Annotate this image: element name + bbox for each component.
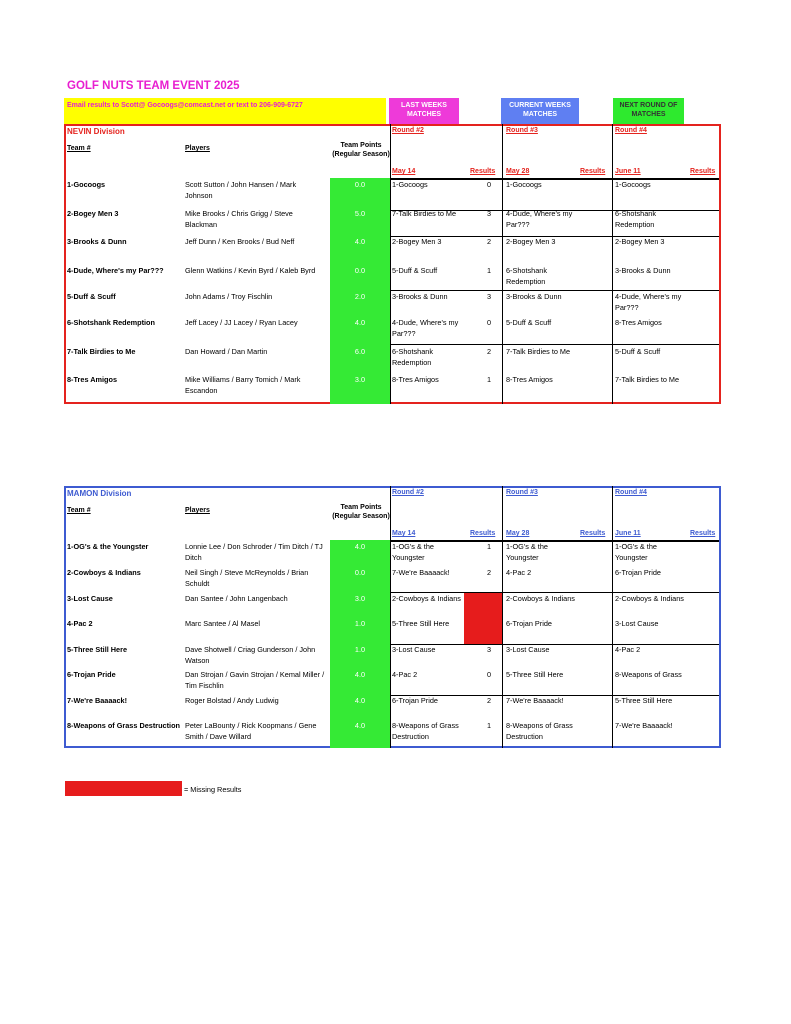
players: Dan Strojan / Gavin Strojan / Kemal Miller / Tim Fischlin (185, 670, 325, 690)
current-match: 2-Bogey Men 3 (506, 237, 556, 246)
players-column-header: Players (185, 145, 210, 152)
team-name: 4-Pac 2 (67, 619, 93, 628)
next-match: 6-Trojan Pride (615, 568, 661, 577)
divider (612, 124, 613, 404)
current-match: 1-OG's & the Youngster (506, 542, 548, 562)
round-2-results-label: Results (470, 168, 496, 175)
last-match: 1-OG's & the Youngster (392, 542, 434, 562)
round-2-label: Round #2 (392, 489, 424, 496)
last-match: 3-Brooks & Dunn (392, 292, 448, 301)
last-match: 6-Trojan Pride (392, 696, 438, 705)
current-match: 5-Duff & Scuff (506, 318, 552, 327)
round-4-date: June 11 (615, 168, 641, 175)
players: Jeff Dunn / Ken Brooks / Bud Neff (185, 237, 295, 246)
players: Jeff Lacey / JJ Lacey / Ryan Lacey (185, 318, 298, 327)
players: John Adams / Troy Fischlin (185, 292, 273, 301)
divider (390, 290, 719, 291)
players: Dave Shotwell / Criag Gunderson / John Watson (185, 645, 316, 665)
team-points: 4.0 (354, 318, 366, 327)
round-3-results-label: Results (580, 168, 606, 175)
team-points: 5.0 (354, 209, 366, 218)
players: Roger Bolstad / Andy Ludwig (185, 696, 279, 705)
team-name: 8-Tres Amigos (67, 375, 118, 384)
team-points: 4.0 (354, 670, 366, 679)
players: Neil Singh / Steve McReynolds / Brian Schuldt (185, 568, 309, 588)
mamon-division-table (64, 486, 721, 748)
players-column-header: Players (185, 507, 210, 514)
team-name: 3-Brooks & Dunn (67, 237, 127, 246)
next-match: 4-Dude, Where's my Par??? (615, 292, 682, 312)
team-name: 4-Dude, Where's my Par??? (67, 266, 164, 275)
round-3-label: Round #3 (506, 127, 538, 134)
match-result: 0 (486, 670, 492, 679)
current-match: 3-Brooks & Dunn (506, 292, 562, 301)
last-match: 8-Weapons of Grass Destruction (392, 721, 459, 741)
next-match: 2-Cowboys & Indians (615, 594, 684, 603)
team-points: 4.0 (354, 721, 366, 730)
last-match: 4-Pac 2 (392, 670, 418, 679)
round-2-date: May 14 (392, 168, 416, 175)
current-match: 5-Three Still Here (506, 670, 564, 679)
missing-result-marker (464, 592, 502, 644)
next-match: 6-Shotshank Redemption (615, 209, 656, 229)
team-name: 1-OG's & the Youngster (67, 542, 149, 551)
round-2-label: Round #2 (392, 127, 424, 134)
round-3-date: May 28 (506, 530, 530, 537)
next-match: 3-Brooks & Dunn (615, 266, 671, 275)
team-points: 0.0 (354, 568, 366, 577)
match-result: 1 (486, 721, 492, 730)
next-match: 7-We're Baaaack! (615, 721, 673, 730)
current-match: 6-Trojan Pride (506, 619, 552, 628)
match-result: 1 (486, 266, 492, 275)
team-name: 2-Bogey Men 3 (67, 209, 119, 218)
current-match: 7-Talk Birdies to Me (506, 347, 571, 356)
email-note: Email results to Scott@ Gocoogs@comcast.net or text to 206-909-6727 (64, 98, 386, 124)
players: Scott Sutton / John Hansen / Mark Johnson (185, 180, 297, 200)
team-points: 3.0 (354, 375, 366, 384)
current-match: 7-We're Baaaack! (506, 696, 564, 705)
round-3-results-label: Results (580, 530, 606, 537)
next-match: 5-Three Still Here (615, 696, 673, 705)
next-match: 3-Lost Cause (615, 619, 659, 628)
divider (502, 124, 503, 404)
divider (390, 344, 719, 345)
team-column-header: Team # (67, 145, 91, 152)
last-weeks-header: LAST WEEKS MATCHES (389, 98, 459, 124)
team-points: 2.0 (354, 292, 366, 301)
last-match: 5-Duff & Scuff (392, 266, 438, 275)
round-4-results-label: Results (690, 168, 716, 175)
current-match: 2-Cowboys & Indians (506, 594, 575, 603)
current-match: 6-Shotshank Redemption (506, 266, 547, 286)
team-points: 4.0 (354, 237, 366, 246)
division-name: MAMON Division (67, 489, 132, 498)
round-3-label: Round #3 (506, 489, 538, 496)
last-match: 5-Three Still Here (392, 619, 450, 628)
team-points: 4.0 (354, 696, 366, 705)
players: Mike Brooks / Chris Grigg / Steve Blackman (185, 209, 293, 229)
match-result: 2 (486, 347, 492, 356)
divider (390, 124, 391, 404)
team-name: 3-Lost Cause (67, 594, 113, 603)
team-points: 1.0 (354, 619, 366, 628)
current-match: 8-Tres Amigos (506, 375, 553, 384)
team-name: 2-Cowboys & Indians (67, 568, 141, 577)
round-2-date: May 14 (392, 530, 416, 537)
players: Glenn Watkins / Kevin Byrd / Kaleb Byrd (185, 266, 316, 275)
divider (502, 486, 503, 748)
current-match: 8-Weapons of Grass Destruction (506, 721, 573, 741)
team-column-header: Team # (67, 507, 91, 514)
players: Dan Santee / John Langenbach (185, 594, 288, 603)
round-4-results-label: Results (690, 530, 716, 537)
team-name: 6-Shotshank Redemption (67, 318, 155, 327)
next-match: 1-Gocoogs (615, 180, 651, 189)
last-match: 1-Gocoogs (392, 180, 428, 189)
last-match: 2-Bogey Men 3 (392, 237, 442, 246)
current-match: 4-Pac 2 (506, 568, 532, 577)
team-points: 0.0 (354, 266, 366, 275)
last-match: 2-Cowboys & Indians (392, 594, 461, 603)
match-result: 3 (486, 209, 492, 218)
points-column-header: Team Points (Regular Season) (332, 504, 390, 521)
team-name: 7-Talk Birdies to Me (67, 347, 136, 356)
match-result: 1 (486, 542, 492, 551)
round-4-label: Round #4 (615, 127, 647, 134)
players: Peter LaBounty / Rick Koopmans / Gene Smith / Dave Willard (185, 721, 317, 741)
last-match: 6-Shotshank Redemption (392, 347, 433, 367)
team-points: 6.0 (354, 347, 366, 356)
next-match: 7-Talk Birdies to Me (615, 375, 680, 384)
division-name: NEVIN Division (67, 127, 125, 136)
team-name: 7-We're Baaaack! (67, 696, 128, 705)
nevin-division-table (64, 124, 721, 404)
team-name: 1-Gocoogs (67, 180, 106, 189)
current-match: 4-Dude, Where's my Par??? (506, 209, 573, 229)
next-match: 8-Tres Amigos (615, 318, 662, 327)
players: Mike Williams / Barry Tomich / Mark Escandon (185, 375, 301, 395)
match-result: 2 (486, 568, 492, 577)
next-round-header: NEXT ROUND OF MATCHES (613, 98, 684, 124)
current-weeks-header: CURRENT WEEKS MATCHES (501, 98, 579, 124)
next-match: 4-Pac 2 (615, 645, 641, 654)
page-title: GOLF NUTS TEAM EVENT 2025 (67, 80, 240, 92)
last-match: 7-We're Baaaack! (392, 568, 450, 577)
points-column-header: Team Points (Regular Season) (332, 142, 390, 159)
match-result: 0 (486, 180, 492, 189)
round-2-results-label: Results (470, 530, 496, 537)
match-result: 3 (486, 645, 492, 654)
current-match: 1-Gocoogs (506, 180, 542, 189)
team-name: 5-Duff & Scuff (67, 292, 116, 301)
players: Lonnie Lee / Don Schroder / Tim Ditch / TJ Ditch (185, 542, 323, 562)
match-result: 1 (486, 375, 492, 384)
match-result: 2 (486, 696, 492, 705)
divider (390, 592, 719, 593)
team-name: 5-Three Still Here (67, 645, 128, 654)
last-match: 7-Talk Birdies to Me (392, 209, 457, 218)
team-name: 8-Weapons of Grass Destruction (67, 721, 180, 730)
match-result: 2 (486, 237, 492, 246)
round-4-label: Round #4 (615, 489, 647, 496)
divider (612, 486, 613, 748)
missing-results-swatch (65, 781, 182, 796)
last-match: 8-Tres Amigos (392, 375, 439, 384)
next-match: 8-Weapons of Grass (615, 670, 682, 679)
team-points: 3.0 (354, 594, 366, 603)
players: Dan Howard / Dan Martin (185, 347, 268, 356)
missing-results-legend: = Missing Results (184, 785, 242, 794)
match-result: 3 (486, 292, 492, 301)
team-name: 6-Trojan Pride (67, 670, 116, 679)
current-match: 3-Lost Cause (506, 645, 550, 654)
team-points: 4.0 (354, 542, 366, 551)
next-match: 1-OG's & the Youngster (615, 542, 657, 562)
team-points: 1.0 (354, 645, 366, 654)
last-match: 3-Lost Cause (392, 645, 436, 654)
last-match: 4-Dude, Where's my Par??? (392, 318, 459, 338)
team-points: 0.0 (354, 180, 366, 189)
match-result: 0 (486, 318, 492, 327)
players: Marc Santee / Al Masel (185, 619, 261, 628)
round-4-date: June 11 (615, 530, 641, 537)
next-match: 5-Duff & Scuff (615, 347, 661, 356)
round-3-date: May 28 (506, 168, 530, 175)
next-match: 2-Bogey Men 3 (615, 237, 665, 246)
divider (390, 486, 391, 748)
